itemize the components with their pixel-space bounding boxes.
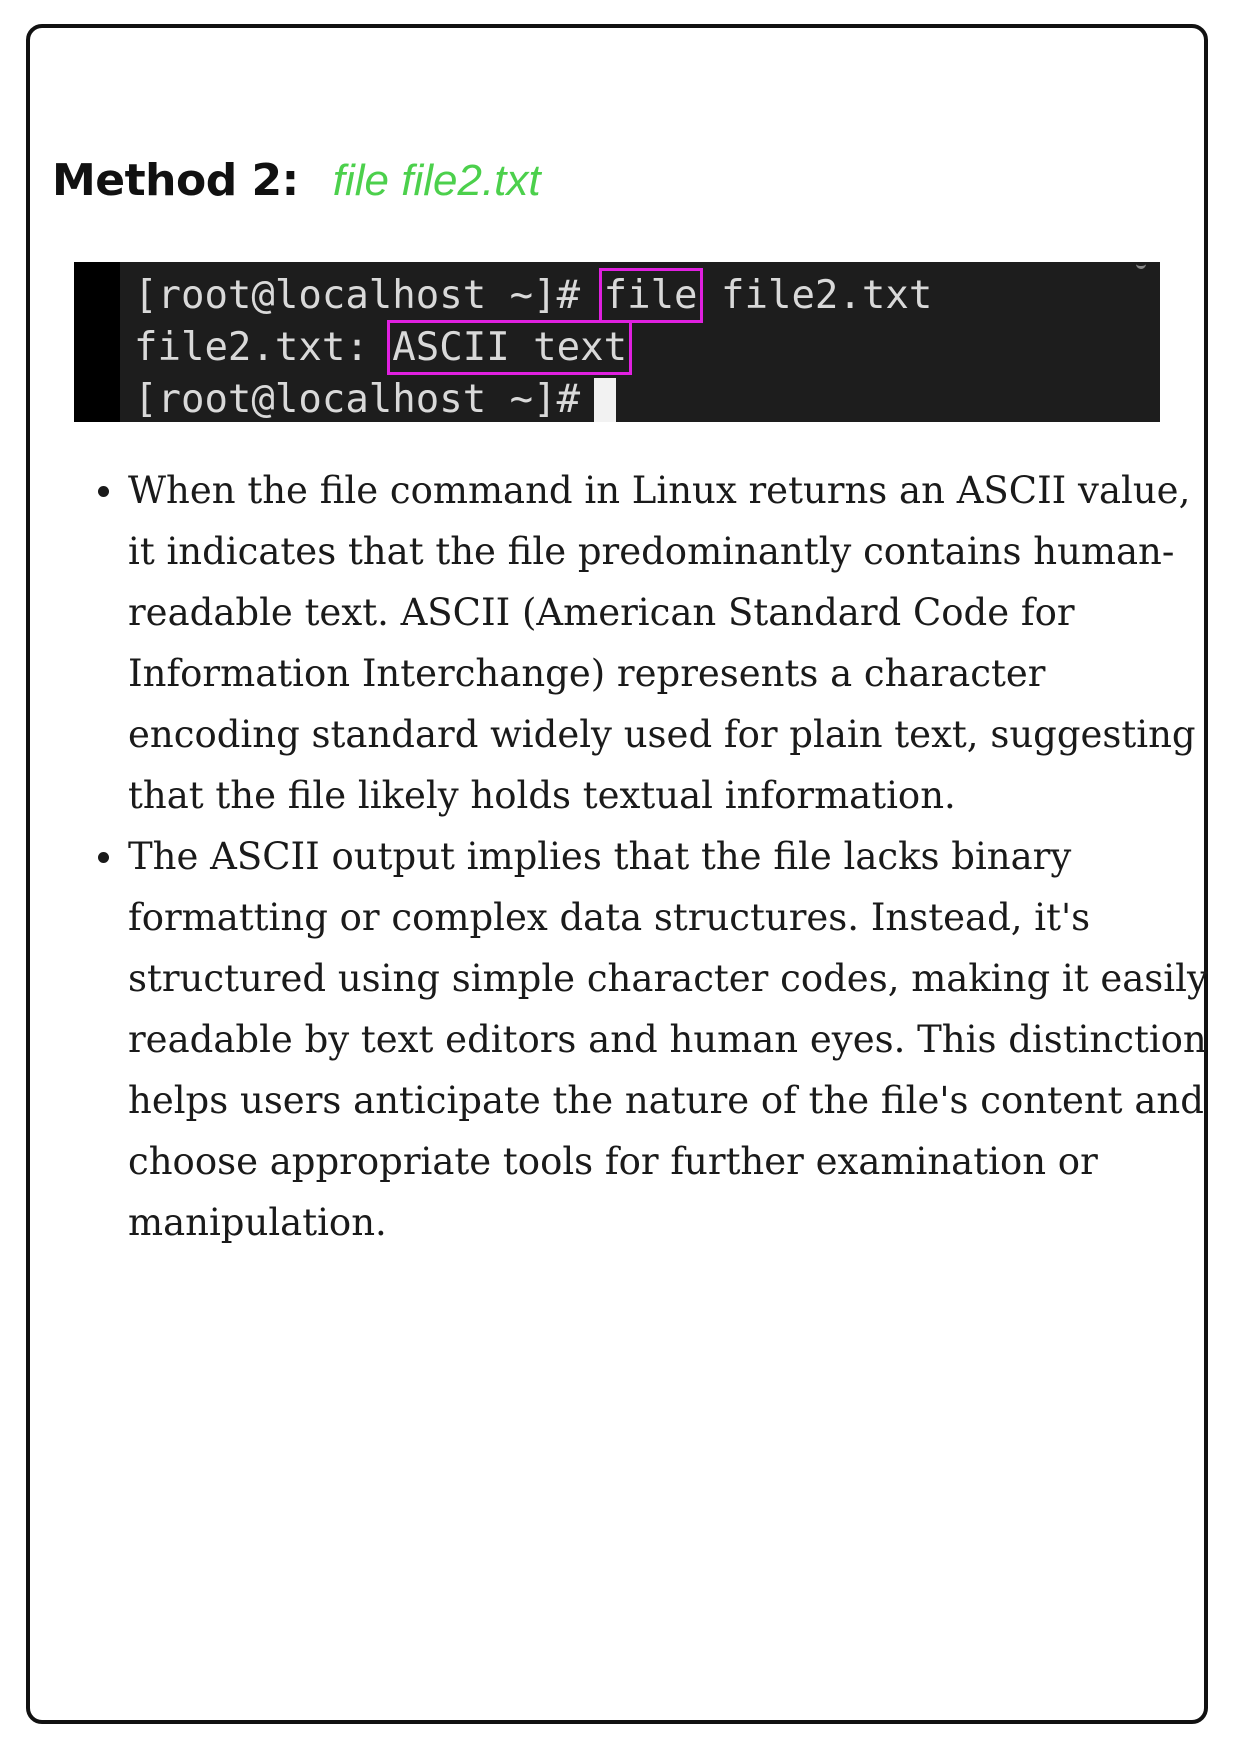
list-item xyxy=(128,826,1218,1253)
terminal-prompt-final: [root@localhost ~]# xyxy=(134,377,581,422)
method-heading xyxy=(52,155,541,206)
terminal-prompt: [root@localhost ~]# xyxy=(134,273,604,318)
terminal-screenshot xyxy=(74,262,1160,422)
terminal-line-command xyxy=(134,270,932,322)
highlighted-ascii-result: ASCII text xyxy=(392,325,628,370)
bullet-icon xyxy=(98,486,109,497)
terminal-output-prefix: file2.txt: xyxy=(134,325,393,370)
highlighted-file-command: file xyxy=(603,273,698,318)
explanation-list xyxy=(92,460,1218,1253)
bullet-text-2: The ASCII output implies that the file lacks binary formatting or complex data structures. Instead, it's structured using simple character codes, making it easily readable by text editors and human eyes. This distinction helps users anticipate the nature of the file's content and choose appropriate tools for further examination or manipulation. xyxy=(128,835,1208,1244)
list-item xyxy=(128,460,1218,826)
bullet-icon xyxy=(98,852,109,863)
scroll-mark-icon xyxy=(1136,262,1146,269)
method-label: Method 2: xyxy=(52,155,299,206)
method-command: file file2.txt xyxy=(332,156,541,205)
terminal-argument: file2.txt xyxy=(697,273,933,318)
terminal-gutter xyxy=(74,262,120,422)
terminal-line-prompt xyxy=(134,374,616,422)
terminal-line-output xyxy=(134,322,627,374)
bullet-text-1: When the file command in Linux returns an ASCII value, it indicates that the file predominantly contains human-readable text. ASCII (American Standard Code for Information Interchange) represents a character encoding standard widely used for plain text, suggesting that the file likely holds textual information. xyxy=(128,469,1196,817)
terminal-cursor-icon xyxy=(594,378,616,422)
